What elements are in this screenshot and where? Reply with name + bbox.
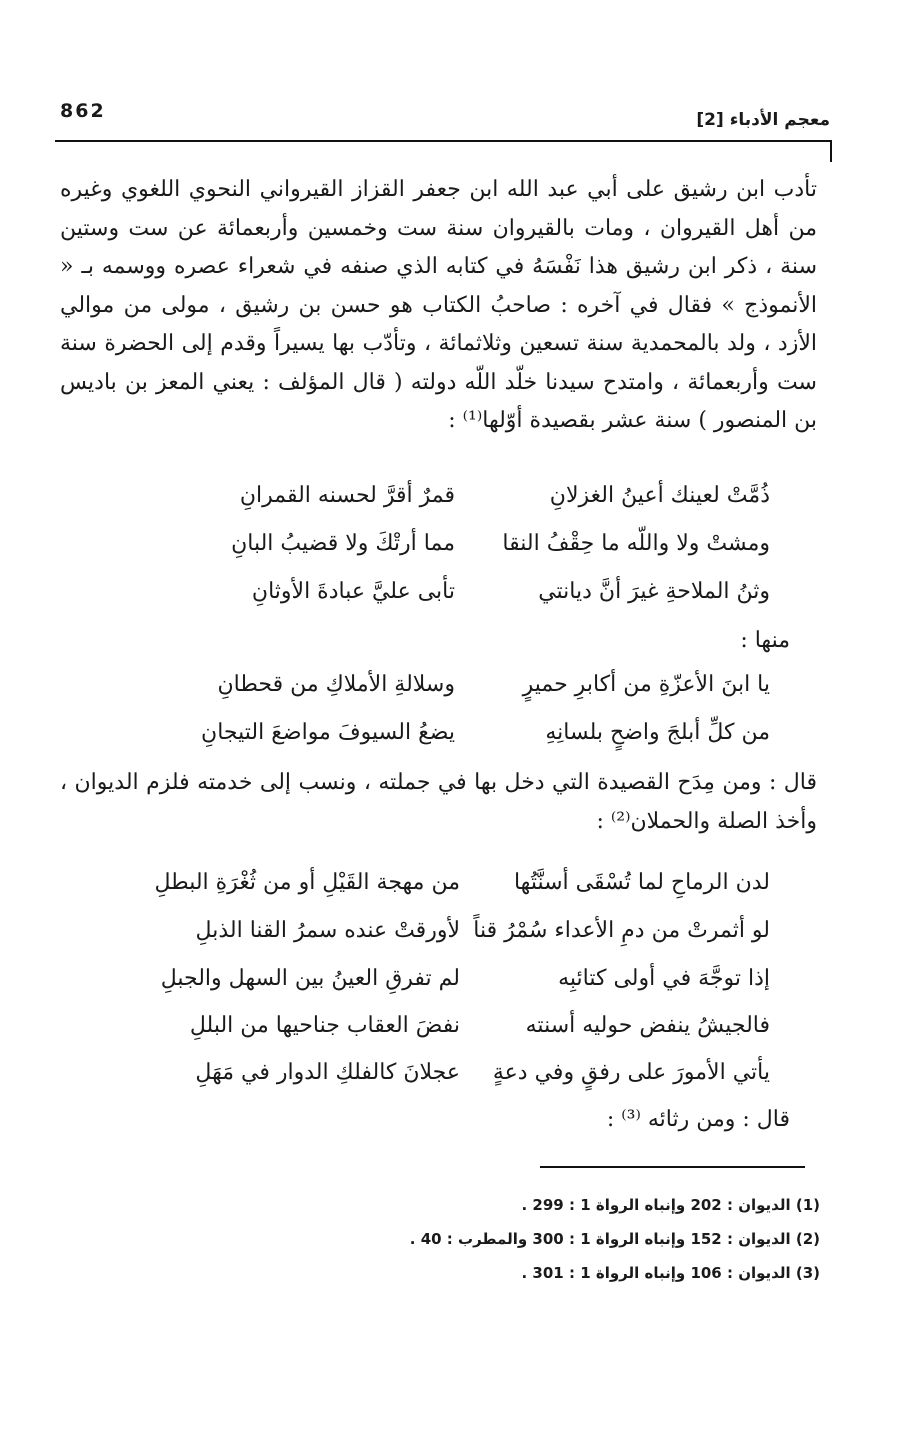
verse-5-second-hemistich: يضعُ السيوفَ مواضعَ التيجانِ	[201, 720, 455, 745]
verse-4-second-hemistich: وسلالةِ الأملاكِ من قحطانِ	[217, 672, 455, 697]
label-ritha: قال : ومن رثائه ⁽³⁾ :	[606, 1107, 790, 1132]
verse-10-second-hemistich: عجلانَ كالفلكِ الدوار في مَهَلِ	[195, 1060, 460, 1085]
verse-1-first-hemistich: ذُمَّتْ لعينك أعينُ الغزلانِ	[549, 483, 770, 508]
label-minha: منها :	[740, 628, 790, 653]
verse-5-first-hemistich: من كلِّ أبلجَ واضحٍ بلسانِهِ	[545, 720, 770, 745]
running-title: معجم الأدباء [2]	[696, 110, 830, 130]
verse-9-second-hemistich: نفضَ العقاب جناحيها من البللِ	[189, 1013, 460, 1038]
verse-2-second-hemistich: مما أرتْكَ ولا قضيبُ البانِ	[231, 531, 455, 556]
verse-1-second-hemistich: قمرٌ أقرَّ لحسنه القمرانِ	[239, 483, 455, 508]
verse-7-first-hemistich: لو أثمرتْ من دمِ الأعداء سُمْرُ قناً	[473, 918, 770, 943]
footnote-rule	[540, 1166, 805, 1168]
verse-3-second-hemistich: تأبى عليَّ عبادةَ الأوثانِ	[251, 579, 455, 604]
verse-8-second-hemistich: لم تفرقِ العينُ بين السهل والجبلِ	[160, 966, 460, 991]
verse-7-second-hemistich: لأورقتْ عنده سمرُ القنا الذبلِ	[195, 918, 460, 943]
header-rule	[55, 140, 830, 142]
verse-2-first-hemistich: ومشتْ ولا واللّه ما حِقْفُ النقا	[502, 531, 770, 556]
paragraph-madh: قال : ومن مِدَح القصيدة التي دخل بها في جملته ، ونسب إلى خدمته فلزم الديوان ، وأخذ الصلة والحملان⁽²⁾ :	[60, 770, 817, 834]
page-number: 862	[60, 100, 106, 122]
verse-6-first-hemistich: لدن الرماحِ لما تُسْقَى أسنَّتُها	[513, 870, 770, 895]
verse-6-second-hemistich: من مهجة القَيْلِ أو من ثُغْرَةِ البطلِ	[154, 870, 460, 895]
verse-8-first-hemistich: إذا توجَّهَ في أولى كتائبِه	[558, 966, 770, 991]
verse-4-first-hemistich: يا ابنَ الأعزّةِ من أكابرِ حميرٍ	[522, 672, 770, 697]
footnote-1: (1) الديوان : 202 وإنباه الرواة 1 : 299 .	[521, 1196, 820, 1214]
paragraph-biography: تأدب ابن رشيق على أبي عبد الله ابن جعفر القزاز القيرواني النحوي اللغوي وغيره من أهل القيروان ، ومات بالقيروان سنة ست وخمسين وأربعمائة عن ست وستين سنة ، ذكر ابن رشيق هذا نَفْسَهُ في كتابه الذي صنفه في شعراء عصره ووسمه بـ « الأنموذج » فقال في آخره : صاحبُ الكتاب هو حسن بن رشيق ، مولى من موالي الأزد ، ولد بالمحمدية سنة تسعين وثلاثمائة ، وتأدّب بها يسيراً وقدم إلى الحضرة سنة ست وأربعمائة ، وامتدح سيدنا خلّد اللّه دولته ( قال المؤلف : يعني المعز بن باديس بن المنصور ) سنة عشر بقصيدة أوّلها⁽¹⁾ :	[60, 177, 817, 433]
footnote-3: (3) الديوان : 106 وإنباه الرواة 1 : 301 .	[521, 1264, 820, 1282]
footnote-2: (2) الديوان : 152 وإنباه الرواة 1 : 300 والمطرب : 40 .	[409, 1230, 820, 1248]
verse-10-first-hemistich: يأتي الأمورَ على رفقٍ وفي دعةٍ	[492, 1060, 770, 1085]
verse-3-first-hemistich: وثنُ الملاحةِ غيرَ أنَّ ديانتي	[538, 579, 770, 604]
verse-9-first-hemistich: فالجيشُ ينفض حوليه أسنته	[525, 1013, 770, 1038]
header-rule-tick	[830, 140, 832, 162]
